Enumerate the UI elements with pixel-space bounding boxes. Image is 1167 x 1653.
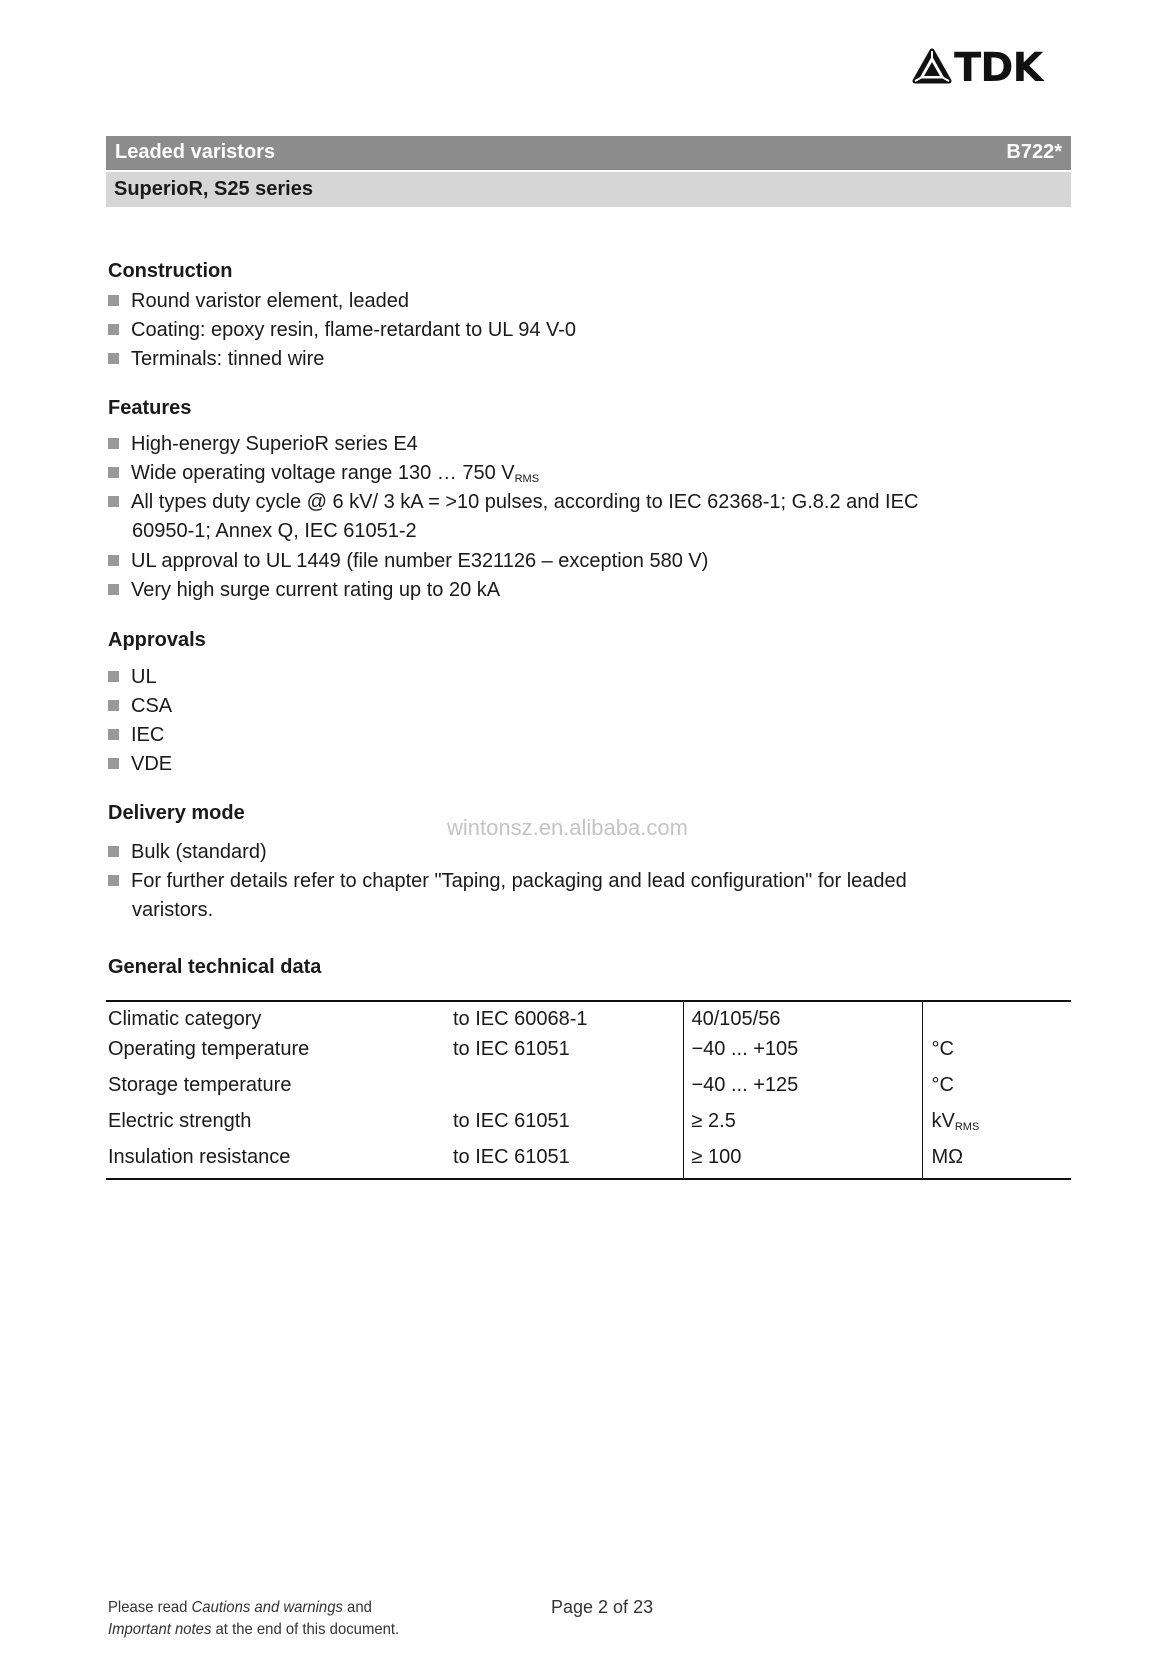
list-item: VDE (108, 750, 172, 779)
table-row (106, 1106, 1071, 1142)
footer-note: Please read Cautions and warnings and Important notes at the end of this document. (108, 1599, 400, 1638)
tdk-logo (912, 45, 1072, 91)
value-cell: ≥ 2.5 (683, 1106, 922, 1142)
doc-title: Leaded varistors (115, 141, 276, 163)
table-row (106, 1142, 1071, 1179)
list-item-continuation: varistors. (132, 899, 214, 921)
bullet-icon (108, 353, 119, 364)
value-cell: −40 ... +125 (683, 1070, 922, 1106)
list-item: Round varistor element, leaded (108, 287, 409, 316)
tdk-emblem-icon (912, 48, 952, 88)
list-item: UL approval to UL 1449 (file number E321126 – exception 580 V) (108, 547, 708, 576)
list-item: Coating: epoxy resin, flame-retardant to UL 94 V-0 (108, 316, 576, 345)
approvals-heading: Approvals (108, 629, 206, 651)
watermark: wintonsz.en.alibaba.com (447, 815, 688, 840)
table-row (106, 1001, 1071, 1034)
bullet-icon (108, 584, 119, 595)
standard-cell: to IEC 61051 (453, 1038, 570, 1060)
cautions-link: Cautions and warnings (191, 1599, 343, 1616)
bullet-icon (108, 467, 119, 478)
list-item-continuation: 60950-1; Annex Q, IEC 61051-2 (132, 520, 417, 542)
list-item: For further details refer to chapter "Taping, packaging and lead configuration" for leaded (108, 867, 907, 896)
list-item: Wide operating voltage range 130 … 750 $V_{RMS}$ (108, 459, 539, 494)
bullet-icon (108, 555, 119, 566)
standard-cell: to IEC 61051 (453, 1110, 570, 1132)
list-item: CSA (108, 692, 172, 721)
list-item: IEC (108, 721, 164, 750)
unit-cell (922, 1001, 1071, 1034)
bullet-icon (108, 700, 119, 711)
bullet-icon (108, 295, 119, 306)
param-cell: Electric strength (108, 1110, 252, 1132)
param-cell: Operating temperature (108, 1038, 310, 1060)
product-code: B722* (1006, 141, 1062, 163)
unit-cell: MΩ (922, 1142, 1071, 1179)
features-heading: Features (108, 397, 192, 419)
tech-heading: General technical data (108, 956, 322, 978)
list-item: UL (108, 663, 157, 692)
bullet-icon (108, 496, 119, 507)
bullet-icon (108, 729, 119, 740)
bullet-icon (108, 671, 119, 682)
unit-cell: $kV_{RMS}$ (922, 1106, 1071, 1142)
param-cell: Storage temperature (108, 1074, 292, 1096)
tech-data-table (106, 1000, 1071, 1180)
logo-wordmark: TDK (954, 45, 1043, 91)
list-item: All types duty cycle @ 6 kV/ 3 kA = >10 pulses, according to IEC 62368-1; G.8.2 and IEC (108, 488, 918, 517)
bullet-icon (108, 875, 119, 886)
delivery-heading: Delivery mode (108, 802, 245, 824)
bullet-icon (108, 846, 119, 857)
page-number: Page 2 of 23 (551, 1597, 654, 1617)
bullet-icon (108, 438, 119, 449)
list-item: Terminals: tinned wire (108, 345, 324, 374)
value-cell: −40 ... +105 (683, 1034, 922, 1070)
standard-cell: to IEC 60068-1 (453, 1008, 588, 1030)
value-cell: 40/105/56 (683, 1001, 922, 1034)
unit-cell: °C (922, 1034, 1071, 1070)
construction-heading: Construction (108, 260, 233, 282)
table-row (106, 1034, 1071, 1070)
title-bar (106, 136, 1071, 170)
list-item: Very high surge current rating up to 20 kA (108, 576, 500, 605)
list-item: Bulk (standard) (108, 838, 267, 867)
unit-cell: °C (922, 1070, 1071, 1106)
param-cell: Climatic category (108, 1008, 262, 1030)
value-cell: ≥ 100 (683, 1142, 922, 1179)
important-notes-link: Important notes (108, 1621, 212, 1638)
list-item: High-energy SuperioR series E4 (108, 430, 418, 459)
standard-cell: to IEC 61051 (453, 1146, 570, 1168)
table-row (106, 1070, 1071, 1106)
bullet-icon (108, 758, 119, 769)
series-subtitle: SuperioR, S25 series (114, 178, 313, 200)
subtitle-bar (106, 172, 1071, 207)
standard-cell (451, 1070, 683, 1106)
bullet-icon (108, 324, 119, 335)
param-cell: Insulation resistance (108, 1146, 291, 1168)
